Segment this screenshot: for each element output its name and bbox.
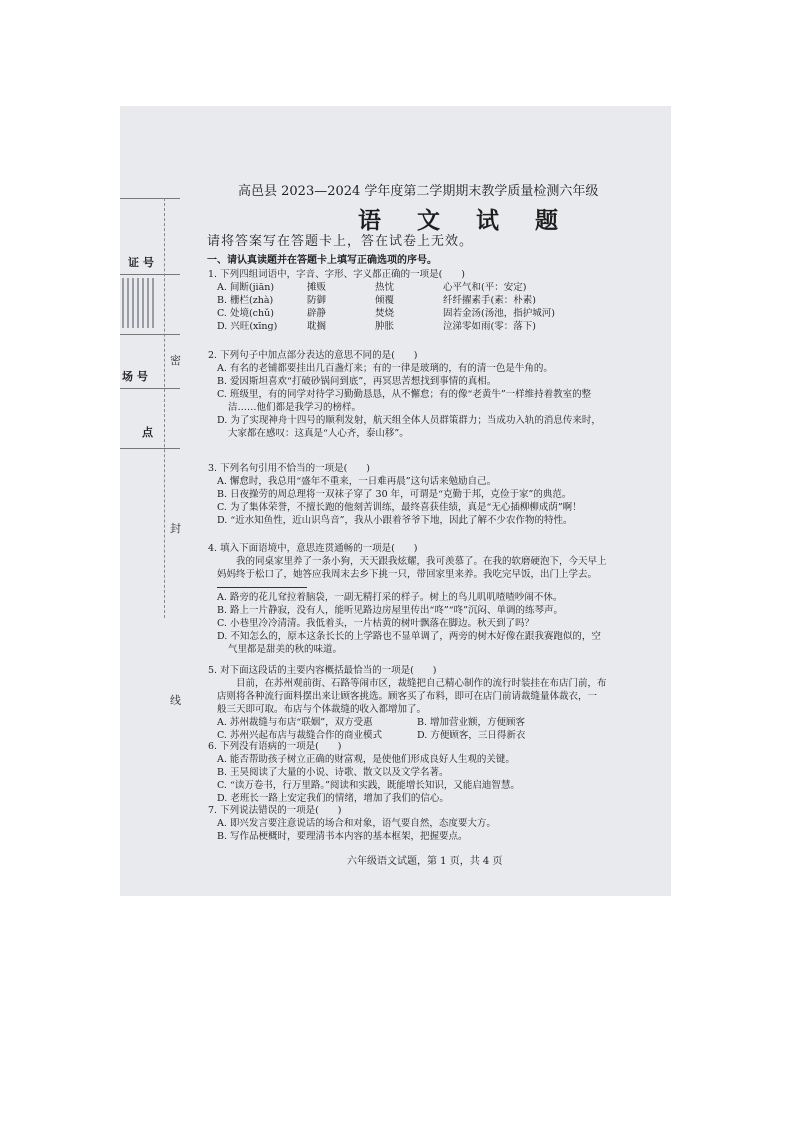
option-b: B. 写作品梗概时，要理清书本内容的基本框架，把握要点。 <box>217 831 468 842</box>
binding-line <box>120 274 180 275</box>
binding-margin <box>120 198 180 618</box>
page-footer: 六年级语文试题，第 1 页，共 4 页 <box>347 856 503 867</box>
question-1 <box>208 268 648 333</box>
exam-notice: 请将答案写在答题卡上，答在试卷上无效。 <box>207 234 474 249</box>
option-d: D. 为了实现神舟十四号的顺利发射，航天组全体人员群策群力；当成功入轨的消息传来时， <box>217 415 601 426</box>
question-title: 4. 填入下面语境中，意思连贯通畅的一项是( ) <box>208 543 418 554</box>
option-d: D. 老班长一路上安定我们的情绪，增加了我们的信心。 <box>217 793 449 804</box>
option-b: B. 日夜操劳的周总理将一双袜子穿了 30 年，可谓是“克勤于邦，克俭于家”的典范。 <box>217 489 572 500</box>
question-6 <box>208 740 648 805</box>
option-b: B. 王昊阅读了大量的小说、诗歌、散文以及文学名著。 <box>217 767 449 778</box>
passage-line: 我的同桌家里养了一条小狗，天天跟我炫耀，我可羡慕了。在我的软磨硬泡下，今天早上 <box>236 556 607 567</box>
option-cell: 倾覆 <box>375 295 395 306</box>
option-d: D. “近水知鱼性，近山识鸟音”，我从小跟着爷爷下地，因此了解不少农作物的特性。 <box>217 515 573 526</box>
passage-line: 般三天即可取。布店与个体裁缝的收入都增加了。 <box>217 704 427 715</box>
option-b: B. 路上一片静寂，没有人，能听见路边房屋里传出“咚”“咚”沉闷、单调的练琴声。 <box>217 605 563 616</box>
option-d-cont: 气里都是甜美的秋的味道。 <box>228 644 343 655</box>
option-cell: C. 处境(chǔ) <box>217 308 274 319</box>
question-title: 2. 下列句子中加点部分表达的意思不同的是( ) <box>208 350 418 361</box>
option-cell: 泣涕零如雨(零：落下) <box>443 321 536 332</box>
option-a: A. 即兴发言要注意说话的场合和对象，语气要自然，态度要大方。 <box>217 818 496 829</box>
option-d: D. 方便顾客，三日得新衣 <box>417 730 526 741</box>
option-row <box>208 294 648 307</box>
option-row <box>208 716 648 729</box>
binding-hatch <box>122 278 156 328</box>
binding-line <box>120 198 180 199</box>
passage-line: 妈妈终于松口了，她答应我周末去乡下挑一只，带回家里来养。我吃完早饭，出门上学去。 <box>217 569 598 580</box>
section-heading: 一、请认真读题并在答题卡上填写正确选项的序号。 <box>207 255 437 266</box>
option-d: D. 不知怎么的，原本这条长长的上学路也不显单调了，两旁的树木好像在跟我赛跑似的，空 <box>217 631 601 642</box>
option-d-cont: 大家都在感叹：这真是“人心齐，泰山移”。 <box>228 428 409 439</box>
seal-mark-xian: 线 <box>170 694 181 707</box>
option-cell: 防御 <box>307 295 327 306</box>
answer-blank <box>208 581 648 591</box>
option-cell: 焚烧 <box>375 308 395 319</box>
question-title: 1. 下列四组词语中，字音、字形、字义都正确的一项是( ) <box>208 269 465 280</box>
option-cell: 心平气和(平：安定) <box>443 282 527 293</box>
exam-sheet <box>120 106 671 896</box>
option-cell: 摊贩 <box>307 282 327 293</box>
option-cell: 热忱 <box>375 282 395 293</box>
binding-line <box>120 334 180 335</box>
binding-cut-line <box>164 198 165 618</box>
option-a: A. 苏州裁缝与布店“联姻”，双方受惠 <box>217 717 373 728</box>
option-c: C. 班级里，有的同学对待学习勤勤恳恳，从不懈怠；有的像“老黄牛”一样维持着教室的整 <box>217 389 592 400</box>
binding-line <box>120 388 180 389</box>
exam-title: 语 文 试 题 <box>358 207 573 234</box>
option-cell: A. 间断(jiān) <box>217 282 275 293</box>
option-a: A. 有名的老铺都要挂出几百盏灯来；有的一律是玻璃的，有的清一色是牛角的。 <box>217 363 553 374</box>
option-a: A. 路旁的花儿耷拉着脑袋，一副无精打采的样子。树上的鸟儿叽叽喳喳吵闹不休。 <box>217 592 563 603</box>
option-row <box>208 307 648 320</box>
question-7 <box>208 804 648 843</box>
option-row <box>208 320 648 333</box>
question-3 <box>208 462 648 527</box>
option-c: C. 苏州兴起布店与裁缝合作的商业模式 <box>217 730 382 741</box>
seal-mark-mi: 密 <box>170 354 181 367</box>
seal-mark-feng: 封 <box>170 522 181 535</box>
question-title: 6. 下列没有语病的一项是( ) <box>208 741 342 752</box>
question-5 <box>208 664 648 742</box>
question-title: 3. 下列名句引用不恰当的一项是( ) <box>208 463 370 474</box>
option-cell: 纤纤擢素手(素：朴素) <box>443 295 536 306</box>
option-c: C. “读万卷书，行万里路。”阅读和实践，既能增长知识，又能启迪智慧。 <box>217 780 520 791</box>
question-2 <box>208 349 648 440</box>
binding-line <box>120 448 180 449</box>
option-cell: 肿胀 <box>375 321 395 332</box>
passage-line: 目前，在苏州观前街、石路等闹市区，裁缝把自己精心制作的流行时装挂在布店门前，布 <box>236 678 607 689</box>
option-cell: 固若金汤(汤池，指护城河) <box>443 308 555 319</box>
binding-field-room: 场 号 <box>122 370 148 383</box>
question-4 <box>208 542 648 656</box>
question-title: 7. 下列说法错误的一项是( ) <box>208 805 342 816</box>
option-cell: 耽搁 <box>307 321 327 332</box>
option-a: A. 能否帮助孩子树立正确的财富观，是使他们形成良好人生观的关键。 <box>217 754 515 765</box>
option-row <box>208 281 648 294</box>
question-title: 5. 对下面这段话的主要内容概括最恰当的一项是( ) <box>208 665 437 676</box>
binding-field-id: 证 号 <box>128 256 154 269</box>
exam-header: 高邑县 2023—2024 学年度第二学期期末教学质量检测六年级 <box>238 184 599 199</box>
option-c: C. 小巷里冷冷清清。我低着头，一片枯黄的树叶飘落在脚边。秋天到了吗？ <box>217 618 534 629</box>
option-b: B. 爱因斯坦喜欢“打破砂锅问到底”，再冥思苦想找到事情的真相。 <box>217 376 497 387</box>
binding-field-site: 点 <box>142 426 153 439</box>
option-cell: 辟静 <box>307 308 327 319</box>
option-cell: D. 兴旺(xīng) <box>217 321 278 332</box>
option-c: C. 为了集体荣誉，不擅长跑的他刻苦训练，最终喜获佳绩，真是“无心插柳柳成荫”啊！ <box>217 502 582 513</box>
option-cell: B. 栅栏(zhà) <box>217 295 274 306</box>
option-c-cont: 洁……他们都是我学习的榜样。 <box>228 402 362 413</box>
passage-line: 店则将各种流行面料摆出来让顾客挑选。顾客买了布料，即可在店门前请裁缝量体裁衣，一 <box>217 691 598 702</box>
option-b: B. 增加营业额，方便顾客 <box>417 717 526 728</box>
option-a: A. 懈怠时，我总用“盛年不重来，一日难再晨”这句话来勉励自己。 <box>217 476 497 487</box>
